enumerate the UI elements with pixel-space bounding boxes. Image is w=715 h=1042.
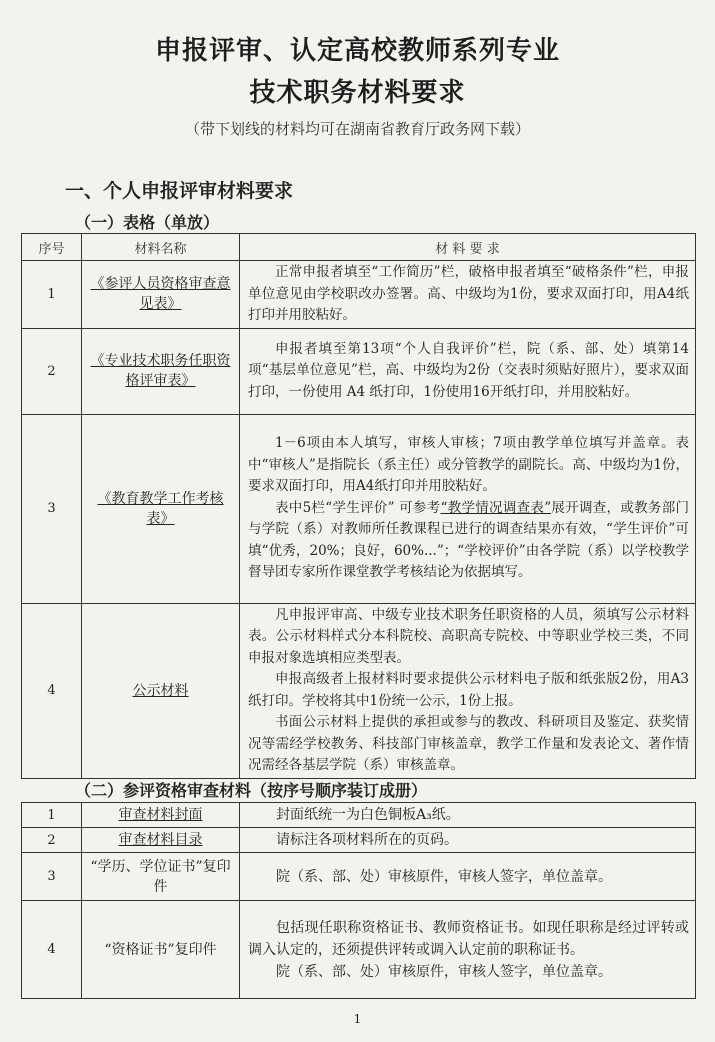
material-requirement: 封面纸统一为白色铜板A₃纸。 xyxy=(240,803,696,828)
material-requirement: 正常申报者填至“工作简历”栏，破格申报者填至“破格条件”栏，申报单位意见由学校职改办签署。高、中级均为1份，要求双面打印，用A4纸打印并用胶粘好。 xyxy=(240,261,696,329)
row-number: 3 xyxy=(22,414,82,603)
teaching-survey-form-link: “教学情况调查表” xyxy=(440,499,552,516)
material-name: “学历、学位证书”复印件 xyxy=(82,853,240,901)
document-title-line2: 技术职务材料要求 xyxy=(249,78,466,108)
row-number: 2 xyxy=(22,828,82,853)
forms-table xyxy=(21,233,696,779)
material-requirement: 院（系、部、处）审核原件，审核人签字，单位盖章。 xyxy=(240,853,696,901)
material-name: 《专业技术职务任职资格评审表》 xyxy=(82,328,240,414)
row-number: 1 xyxy=(22,261,82,329)
column-header-material: 材料名称 xyxy=(82,234,240,261)
material-name: 审查材料封面 xyxy=(82,803,240,828)
row-number: 4 xyxy=(22,901,82,999)
table-row xyxy=(22,901,696,999)
subsection-heading-review-materials: （二）参评资格审查材料（按序号顺序装订成册） xyxy=(75,781,428,800)
material-name: 公示材料 xyxy=(82,603,240,778)
column-header-requirement: 材 料 要 求 xyxy=(240,234,696,261)
table-row xyxy=(22,603,696,778)
subsection-heading-forms: （一）表格（单放） xyxy=(75,213,220,232)
material-name: “资格证书”复印件 xyxy=(82,901,240,999)
column-header-number: 序号 xyxy=(22,234,82,261)
table-row xyxy=(22,803,696,828)
row-number: 3 xyxy=(22,853,82,901)
table-header-row xyxy=(22,234,696,261)
row-number: 1 xyxy=(22,803,82,828)
table-row xyxy=(22,414,696,603)
table-row xyxy=(22,328,696,414)
material-requirement: 1－6项由本人填写，审核人审核；7项由教学单位填写并盖章。表中“审核人”是指院长（系主任）或分管教学的副院长。高、中级均为1份，要求双面打印，用A4纸打印并用胶粘好。 表中5栏“学生评价” 可参考“教学情况调查表”展开调查，或教务部门与学院（系）对教师所任教课程已进行的调查结果亦有效，“学生评价”可填“优秀，20%；良好，60%...”；“学校评价”由各学院（系）以学校教学督导团专家所作课堂教学考核结论为依据填写。 xyxy=(240,414,696,603)
material-requirement: 包括现任职称资格证书、教师资格证书。如现任职称是经过评转或调入认定的，还须提供评转或调入认定前的职称证书。 院（系、部、处）审核原件，审核人签字，单位盖章。 xyxy=(240,901,696,999)
document-title-line1: 申报评审、认定高校教师系列专业 xyxy=(154,36,560,66)
material-requirement: 请标注各项材料所在的页码。 xyxy=(240,828,696,853)
section-heading: 一、个人申报评审材料要求 xyxy=(65,180,294,202)
material-name: 《教育教学工作考核表》 xyxy=(82,414,240,603)
material-name: 审查材料目录 xyxy=(82,828,240,853)
material-name: 《参评人员资格审查意见表》 xyxy=(82,261,240,329)
table-row xyxy=(22,853,696,901)
row-number: 4 xyxy=(22,603,82,778)
table-row xyxy=(22,828,696,853)
page-number: 1 xyxy=(353,1012,362,1026)
row-number: 2 xyxy=(22,328,82,414)
material-requirement: 凡申报评审高、中级专业技术职务任职资格的人员，须填写公示材料表。公示材料样式分本科院校、高职高专院校、中等职业学校三类，不同申报对象选填相应类型表。 申报高级者上报材料时要求提供公示材料电子版和纸张版2份，用A3纸打印。学校将其中1份统一公示，1份上报。 书面公示材料上提供的承担或参与的教改、科研项目及鉴定、获奖情况等需经学校教务、科技部门审核盖章，教学工作量和发表论文、著作情况需经各基层学院（系）审核盖章。 xyxy=(240,603,696,778)
material-requirement: 申报者填至第13项“个人自我评价”栏，院（系、部、处）填第14项“基层单位意见”栏，高、中级均为2份（交表时须贴好照片），要求双面打印，一份使用 A4 纸打印，1份使用16开纸打印，并用胶粘好。 xyxy=(240,328,696,414)
review-materials-table xyxy=(21,802,696,999)
document-subtitle: （带下划线的材料均可在湖南省教育厅政务网下载） xyxy=(184,120,530,138)
table-row xyxy=(22,261,696,329)
